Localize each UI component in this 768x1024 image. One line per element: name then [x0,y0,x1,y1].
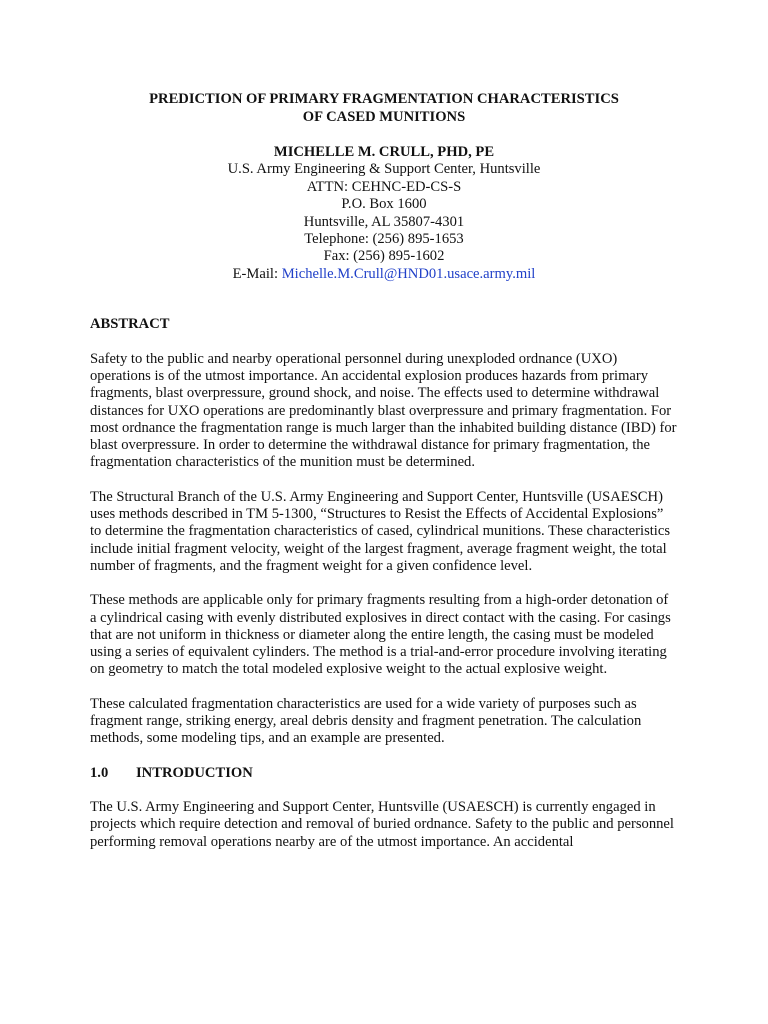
email-link[interactable]: Michelle.M.Crull@HND01.usace.army.mil [281,265,536,282]
abstract-paragraph-3: These methods are applicable only for primary fragments resulting from a high-order detonation of a cylindrical casing with evenly distributed explosives in direct contact with the casing. For casings that are not uniform in thickness or diameter along the entire length, the casing must be modeled using a series of equivalent cylinders. The method is a trial-and-error procedure involving iterating on geometry to match the total modeled explosive weight to the actual explosive weight. [90,592,671,678]
abstract-heading: ABSTRACT [90,316,170,333]
abstract-paragraph-4: These calculated fragmentation characteristics are used for a wide variety of purposes such as fragment range, striking energy, areal debris density and fragment penetration. The calculation methods, some modeling tips, and an example are presented. [90,695,642,747]
section-title: INTRODUCTION [136,764,253,781]
author-pobox: P.O. Box 1600 [341,196,427,213]
title-line-2: OF CASED MUNITIONS [302,109,466,125]
abstract-paragraph-1: Safety to the public and nearby operational personnel during unexploded ordnance (UXO) operations is of the utmost importance. An accidental explosion produces hazards from primary fragments, blast overpressure, ground shock, and noise. The effects used to determine withdrawal distances for UXO operations are predominantly blast overpressure and primary fragmentation. For most ordnance the fragmentation range is much larger than the inhabited building distance (IBD) for blast overpressure. In order to determine the withdrawal distance for primary fragmentation, the fragmentation characteristics of the munition must be determined. [90,350,677,471]
abstract-paragraph-2: The Structural Branch of the U.S. Army Engineering and Support Center, Huntsville (USAESCH) uses methods described in TM 5-1300, “Structures to Resist the Effects of Accidental Explosions” to determine the fragmentation characteristics of cased, cylindrical munitions. These characteristics include initial fragment velocity, weight of the largest fragment, average fragment weight, the total number of fragments, and the fragment weight for a given confidence level. [90,488,671,574]
author-fax: Fax: (256) 895-1602 [323,248,445,265]
introduction-heading [90,765,678,782]
title-line-1: PREDICTION OF PRIMARY FRAGMENTATION CHARACTERISTICS [149,91,619,107]
author-email-line [90,266,678,283]
introduction-paragraph: The U.S. Army Engineering and Support Center, Huntsville (USAESCH) is currently engaged in projects which require detection and removal of buried ordnance. Safety to the public and personnel performing removal operations nearby are of the utmost importance. An accidental [90,799,674,850]
section-number: 1.0 [90,764,109,781]
author-name: MICHELLE M. CRULL, PHD, PE [273,144,495,160]
paper-title [90,90,678,126]
author-telephone: Telephone: (256) 895-1653 [304,231,464,248]
author-org: U.S. Army Engineering & Support Center, Huntsville [227,161,541,178]
author-city: Huntsville, AL 35807-4301 [303,213,465,230]
author-block [90,144,678,283]
author-attn: ATTN: CEHNC-ED-CS-S [306,178,462,195]
email-label: E-Mail: [232,265,282,282]
